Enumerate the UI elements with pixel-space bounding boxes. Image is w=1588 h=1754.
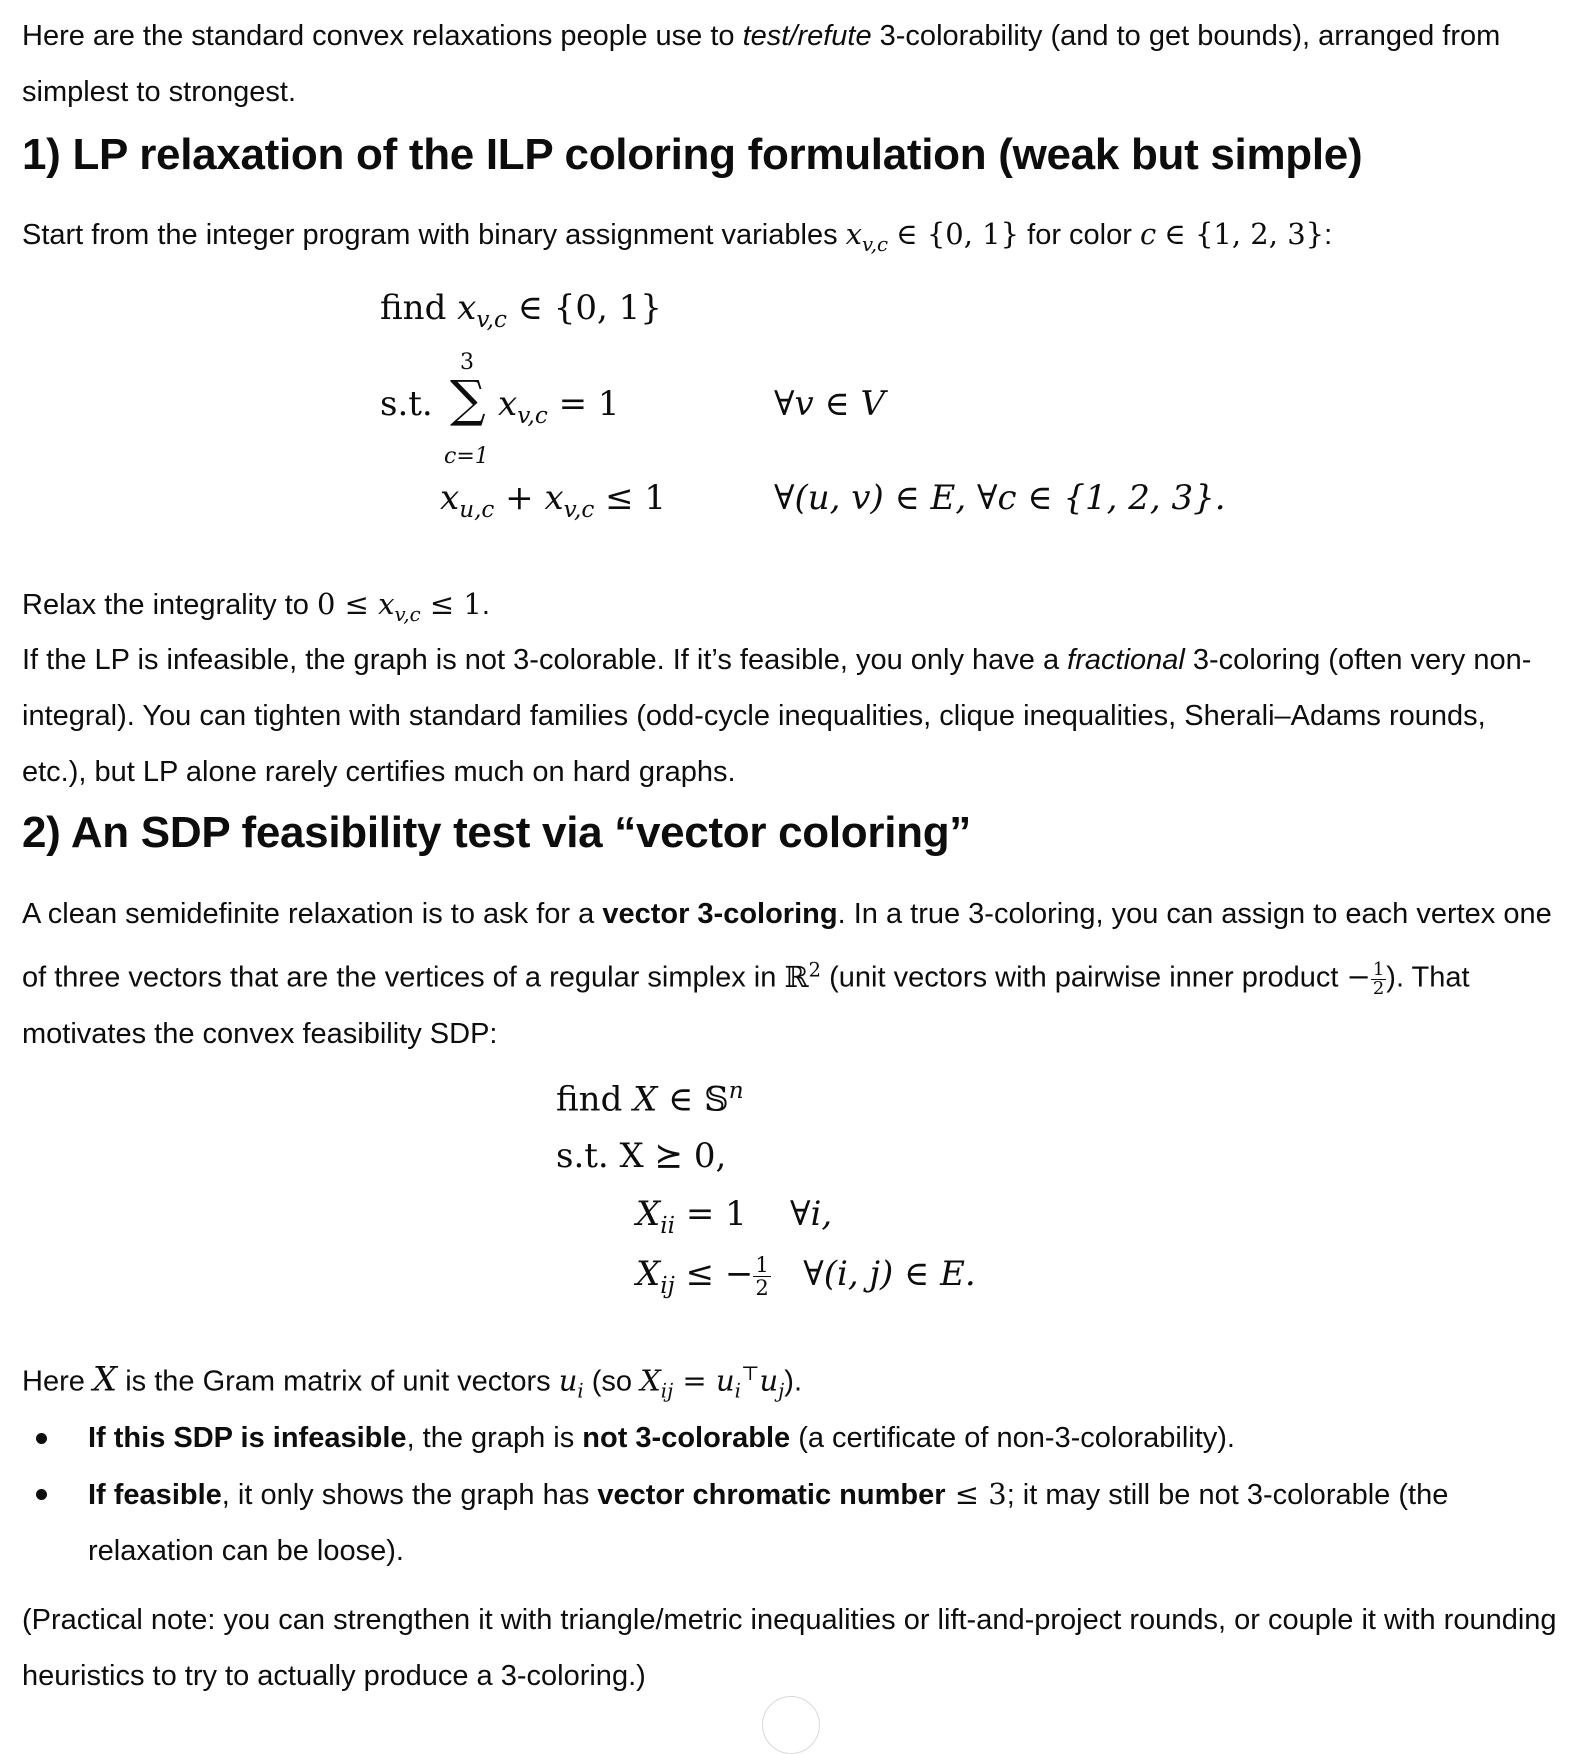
section-2-paragraph: A clean semidefinite relaxation is to ask for a vector 3-coloring. In a true 3-coloring, you can assign to each vertex one of three vectors that are the vertices of a regular simplex in ℝ$^2$ (unit vectors with pairwise inner product − $\frac{1}{2}$ ). That motivates the convex feasibility SDP: (22, 898, 1552, 1050)
sdp-psd-row: s.t. X ⪰ 0, (556, 1136, 727, 1176)
sdp-find-row: find X ∈ 𝕊$^n$ (556, 1078, 744, 1120)
bullet-icon (36, 1489, 47, 1500)
sum-symbol: ∑ (450, 370, 486, 428)
ilp-sum-bottom: c=1 (444, 444, 489, 469)
practical-note: (Practical note: you can strengthen it with triangle/metric inequalities or lift-and-project rounds, or couple it with rounding heuristics to try to actually produce a 3-coloring.) (22, 1604, 1557, 1692)
sdp-edge-row: $X_{ij}$ ≤ − $\frac{1}{2}$ ∀(i, j) ∈ E. (636, 1252, 976, 1300)
relax-sentence: Relax the integrality to $0 \le x_{v,c} \le 1$. (22, 587, 490, 626)
ilp-sum-top: 3 (460, 350, 474, 375)
ilp-st-label: s.t. (380, 384, 433, 424)
section-1-heading: 1) LP relaxation of the ILP coloring formulation (weak but simple) (22, 130, 1363, 179)
ilp-find-row: find $x_{v,c}$ ∈ {0, 1} (380, 288, 662, 333)
scroll-down-button[interactable] (762, 1696, 820, 1754)
conclusion-list (22, 1410, 1567, 1579)
ilp-formulation (380, 280, 1280, 523)
ilp-constraint-1: $x_{v,c} = 1$ (498, 384, 620, 429)
bullet-icon (36, 1433, 47, 1444)
list-item: If this SDP is infeasible, the graph is not 3-colorable (a certificate of non-3-colorability). (22, 1410, 1567, 1466)
sdp-formulation (556, 1070, 1256, 1310)
ilp-constraint-1-forall: ∀v ∈ V (774, 384, 886, 424)
intro-paragraph: Here are the standard convex relaxations people use to test/refute 3-colorability (and to get bounds), arranged from simplest to strongest. (22, 20, 1501, 108)
ilp-constraint-2-forall: ∀(u, v) ∈ E, ∀c ∈ {1, 2, 3}. (774, 478, 1226, 518)
section-2-heading: 2) An SDP feasibility test via “vector coloring” (22, 808, 971, 857)
sdp-diag-row: $X_{ii} = 1$ ∀i, (636, 1194, 833, 1239)
section-1-lead: Start from the integer program with binary assignment variables $x_{v,c}$ ∈ {0, 1} for color c ∈ {1, 2, 3}: (22, 217, 1333, 256)
ilp-constraint-2: $x_{u,c} + x_{v,c} \le 1$ (440, 478, 667, 523)
gram-sentence: Here X is the Gram matrix of unit vectors $u_i$ (so $X_{ij} = u_i^⊤u_j$). (22, 1359, 802, 1403)
section-1-paragraph: If the LP is infeasible, the graph is not 3-colorable. If it’s feasible, you only have a fractional 3-coloring (often very non-integral). You can tighten with standard families (odd-cycle inequalities, clique inequalities, Sherali–Adams rounds, etc.), but LP alone rarely certifies much on hard graphs. (22, 644, 1532, 788)
list-item: If feasible, it only shows the graph has vector chromatic number ≤ 3; it may still be not 3-colorable (the relaxation can be loose). (22, 1466, 1567, 1579)
